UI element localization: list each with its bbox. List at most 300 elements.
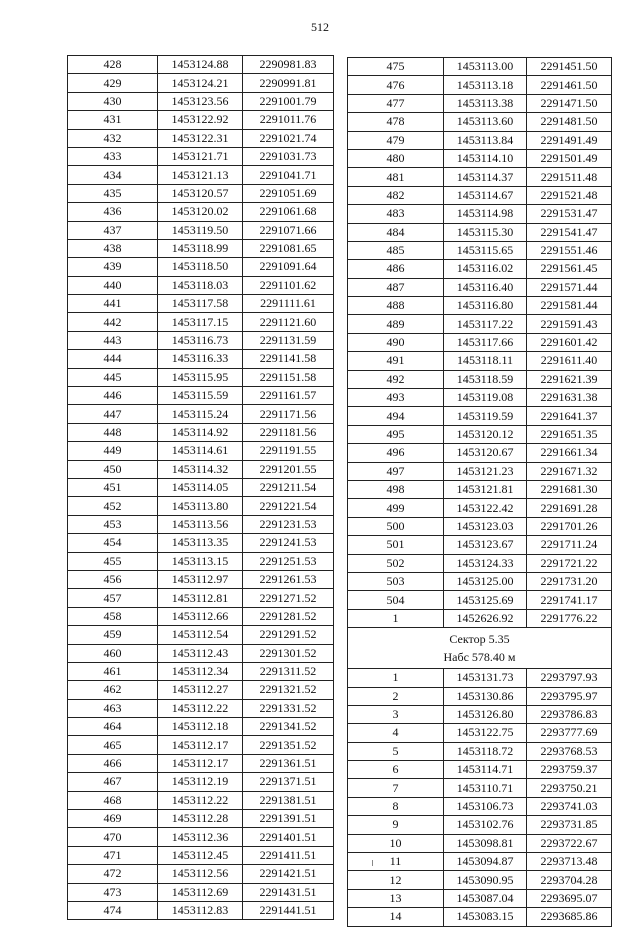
y-coordinate-cell: 2293750.21 bbox=[527, 779, 612, 797]
x-coordinate-cell: 1453118.03 bbox=[158, 276, 243, 294]
table-row bbox=[68, 460, 334, 478]
table-row bbox=[348, 499, 612, 517]
x-coordinate-cell: 1453115.59 bbox=[158, 387, 243, 405]
x-coordinate-cell: 1453115.95 bbox=[158, 368, 243, 386]
table-row bbox=[68, 184, 334, 202]
x-coordinate-cell: 1453112.43 bbox=[158, 644, 243, 662]
table-row bbox=[68, 92, 334, 110]
x-coordinate-cell: 1453114.71 bbox=[444, 761, 527, 779]
table-row bbox=[68, 515, 334, 533]
table-row bbox=[68, 883, 334, 901]
y-coordinate-cell: 2291261.53 bbox=[243, 570, 334, 588]
table-row bbox=[348, 444, 612, 462]
point-number-cell: 439 bbox=[68, 258, 158, 276]
y-coordinate-cell: 2291151.58 bbox=[243, 368, 334, 386]
point-number-cell: 489 bbox=[348, 315, 444, 333]
y-coordinate-cell: 2291161.57 bbox=[243, 387, 334, 405]
y-coordinate-cell: 2291681.30 bbox=[527, 480, 612, 498]
y-coordinate-cell: 2293797.93 bbox=[527, 669, 612, 687]
table-row bbox=[348, 58, 612, 76]
y-coordinate-cell: 2291141.58 bbox=[243, 350, 334, 368]
y-coordinate-cell: 2291031.73 bbox=[243, 147, 334, 165]
x-coordinate-cell: 1453112.66 bbox=[158, 607, 243, 625]
x-coordinate-cell: 1453113.35 bbox=[158, 534, 243, 552]
table-row bbox=[68, 147, 334, 165]
point-number-cell: 492 bbox=[348, 370, 444, 388]
table-row bbox=[68, 442, 334, 460]
x-coordinate-cell: 1453102.76 bbox=[444, 816, 527, 834]
x-coordinate-cell: 1453112.28 bbox=[158, 810, 243, 828]
coordinates-table-left-body bbox=[68, 56, 334, 920]
x-coordinate-cell: 1453113.18 bbox=[444, 76, 527, 94]
table-row bbox=[68, 350, 334, 368]
point-number-cell: 12 bbox=[348, 871, 444, 889]
x-coordinate-cell: 1453126.80 bbox=[444, 705, 527, 723]
table-row bbox=[348, 315, 612, 333]
table-row bbox=[348, 517, 612, 535]
table-row bbox=[68, 589, 334, 607]
table-row bbox=[68, 828, 334, 846]
table-row bbox=[348, 834, 612, 852]
table-row bbox=[348, 223, 612, 241]
table-row bbox=[348, 186, 612, 204]
y-coordinate-cell: 2291101.62 bbox=[243, 276, 334, 294]
table-row bbox=[68, 295, 334, 313]
y-coordinate-cell: 2291131.59 bbox=[243, 331, 334, 349]
y-coordinate-cell: 2291371.51 bbox=[243, 773, 334, 791]
y-coordinate-cell: 2291571.44 bbox=[527, 278, 612, 296]
table-row bbox=[348, 389, 612, 407]
x-coordinate-cell: 1453123.67 bbox=[444, 536, 527, 554]
coordinates-table-right bbox=[347, 57, 612, 927]
x-coordinate-cell: 1453124.88 bbox=[158, 56, 243, 74]
y-coordinate-cell: 2291441.51 bbox=[243, 901, 334, 919]
point-number-cell: 503 bbox=[348, 572, 444, 590]
table-row bbox=[68, 203, 334, 221]
x-coordinate-cell: 1453114.92 bbox=[158, 423, 243, 441]
y-coordinate-cell: 2291091.64 bbox=[243, 258, 334, 276]
x-coordinate-cell: 1453120.67 bbox=[444, 444, 527, 462]
y-coordinate-cell: 2291271.52 bbox=[243, 589, 334, 607]
table-row bbox=[68, 773, 334, 791]
x-coordinate-cell: 1453112.97 bbox=[158, 570, 243, 588]
point-number-cell: 14 bbox=[348, 908, 444, 926]
y-coordinate-cell: 2291311.52 bbox=[243, 662, 334, 680]
y-coordinate-cell: 2291251.53 bbox=[243, 552, 334, 570]
x-coordinate-cell: 1453117.58 bbox=[158, 295, 243, 313]
point-number-cell: 443 bbox=[68, 331, 158, 349]
point-number-cell: 463 bbox=[68, 699, 158, 717]
point-number-cell: 5 bbox=[348, 742, 444, 760]
y-coordinate-cell: 2291321.52 bbox=[243, 681, 334, 699]
point-number-cell: 484 bbox=[348, 223, 444, 241]
y-coordinate-cell: 2291491.49 bbox=[527, 131, 612, 149]
x-coordinate-cell: 1453114.10 bbox=[444, 149, 527, 167]
x-coordinate-cell: 1453112.45 bbox=[158, 846, 243, 864]
x-coordinate-cell: 1453125.69 bbox=[444, 591, 527, 609]
y-coordinate-cell: 2291201.55 bbox=[243, 460, 334, 478]
x-coordinate-cell: 1453117.66 bbox=[444, 333, 527, 351]
table-row bbox=[348, 333, 612, 351]
x-coordinate-cell: 1453106.73 bbox=[444, 797, 527, 815]
point-number-cell: 491 bbox=[348, 352, 444, 370]
table-row bbox=[348, 724, 612, 742]
point-number-cell: 459 bbox=[68, 626, 158, 644]
x-coordinate-cell: 1453119.59 bbox=[444, 407, 527, 425]
table-row bbox=[348, 779, 612, 797]
point-number-cell: 480 bbox=[348, 149, 444, 167]
y-coordinate-cell: 2291481.50 bbox=[527, 113, 612, 131]
x-coordinate-cell: 1452626.92 bbox=[444, 609, 527, 627]
y-coordinate-cell: 2291301.52 bbox=[243, 644, 334, 662]
point-number-cell: 499 bbox=[348, 499, 444, 517]
x-coordinate-cell: 1453123.56 bbox=[158, 92, 243, 110]
point-number-cell: 488 bbox=[348, 297, 444, 315]
point-number-cell: 498 bbox=[348, 480, 444, 498]
y-coordinate-cell: 2291641.37 bbox=[527, 407, 612, 425]
x-coordinate-cell: 1453120.57 bbox=[158, 184, 243, 202]
x-coordinate-cell: 1453131.73 bbox=[444, 669, 527, 687]
x-coordinate-cell: 1453123.03 bbox=[444, 517, 527, 535]
y-coordinate-cell: 2291381.51 bbox=[243, 791, 334, 809]
y-coordinate-cell: 2293695.07 bbox=[527, 889, 612, 907]
y-coordinate-cell: 2291611.40 bbox=[527, 352, 612, 370]
table-row bbox=[348, 705, 612, 723]
x-coordinate-cell: 1453116.40 bbox=[444, 278, 527, 296]
point-number-cell: 493 bbox=[348, 389, 444, 407]
y-coordinate-cell: 2291511.48 bbox=[527, 168, 612, 186]
y-coordinate-cell: 2291701.26 bbox=[527, 517, 612, 535]
y-coordinate-cell: 2291581.44 bbox=[527, 297, 612, 315]
coordinates-table-right-body-top bbox=[348, 58, 612, 628]
x-coordinate-cell: 1453118.99 bbox=[158, 239, 243, 257]
y-coordinate-cell: 2293741.03 bbox=[527, 797, 612, 815]
x-coordinate-cell: 1453115.30 bbox=[444, 223, 527, 241]
x-coordinate-cell: 1453112.22 bbox=[158, 791, 243, 809]
x-coordinate-cell: 1453114.61 bbox=[158, 442, 243, 460]
y-coordinate-cell: 2291121.60 bbox=[243, 313, 334, 331]
x-coordinate-cell: 1453110.71 bbox=[444, 779, 527, 797]
y-coordinate-cell: 2291291.52 bbox=[243, 626, 334, 644]
table-row bbox=[348, 462, 612, 480]
y-coordinate-cell: 2291691.28 bbox=[527, 499, 612, 517]
table-row bbox=[68, 56, 334, 74]
table-row bbox=[68, 754, 334, 772]
y-coordinate-cell: 2291331.52 bbox=[243, 699, 334, 717]
point-number-cell: 454 bbox=[68, 534, 158, 552]
x-coordinate-cell: 1453112.54 bbox=[158, 626, 243, 644]
x-coordinate-cell: 1453090.95 bbox=[444, 871, 527, 889]
y-coordinate-cell: 2291051.69 bbox=[243, 184, 334, 202]
x-coordinate-cell: 1453114.32 bbox=[158, 460, 243, 478]
table-row bbox=[348, 742, 612, 760]
table-row bbox=[68, 387, 334, 405]
table-row bbox=[348, 591, 612, 609]
point-number-cell: 442 bbox=[68, 313, 158, 331]
table-row bbox=[348, 425, 612, 443]
x-coordinate-cell: 1453122.92 bbox=[158, 111, 243, 129]
x-coordinate-cell: 1453116.33 bbox=[158, 350, 243, 368]
table-row bbox=[68, 478, 334, 496]
y-coordinate-cell: 2291111.61 bbox=[243, 295, 334, 313]
x-coordinate-cell: 1453112.22 bbox=[158, 699, 243, 717]
table-row bbox=[68, 423, 334, 441]
x-coordinate-cell: 1453120.02 bbox=[158, 203, 243, 221]
y-coordinate-cell: 2291361.51 bbox=[243, 754, 334, 772]
x-coordinate-cell: 1453121.23 bbox=[444, 462, 527, 480]
point-number-cell: 1 bbox=[348, 669, 444, 687]
x-coordinate-cell: 1453114.67 bbox=[444, 186, 527, 204]
table-row bbox=[68, 718, 334, 736]
point-number-cell: 495 bbox=[348, 425, 444, 443]
table-row bbox=[68, 74, 334, 92]
y-coordinate-cell: 2291776.22 bbox=[527, 609, 612, 627]
table-row bbox=[348, 260, 612, 278]
x-coordinate-cell: 1453124.21 bbox=[158, 74, 243, 92]
y-coordinate-cell: 2291071.66 bbox=[243, 221, 334, 239]
point-number-cell: 477 bbox=[348, 94, 444, 112]
point-number-cell: 9 bbox=[348, 816, 444, 834]
point-number-cell: 479 bbox=[348, 131, 444, 149]
y-coordinate-cell: 2291671.32 bbox=[527, 462, 612, 480]
table-row bbox=[348, 871, 612, 889]
point-number-cell: 467 bbox=[68, 773, 158, 791]
x-coordinate-cell: 1453121.81 bbox=[444, 480, 527, 498]
y-coordinate-cell: 2293795.97 bbox=[527, 687, 612, 705]
table-row bbox=[68, 681, 334, 699]
y-coordinate-cell: 2291461.50 bbox=[527, 76, 612, 94]
table-row bbox=[68, 221, 334, 239]
y-coordinate-cell: 2291431.51 bbox=[243, 883, 334, 901]
y-coordinate-cell: 2293685.86 bbox=[527, 908, 612, 926]
table-row bbox=[68, 166, 334, 184]
point-number-cell: 501 bbox=[348, 536, 444, 554]
y-coordinate-cell: 2291181.56 bbox=[243, 423, 334, 441]
point-number-cell: 483 bbox=[348, 205, 444, 223]
x-coordinate-cell: 1453121.13 bbox=[158, 166, 243, 184]
y-coordinate-cell: 2290981.83 bbox=[243, 56, 334, 74]
table-row bbox=[348, 113, 612, 131]
x-coordinate-cell: 1453113.60 bbox=[444, 113, 527, 131]
point-number-cell: 471 bbox=[68, 846, 158, 864]
x-coordinate-cell: 1453113.56 bbox=[158, 515, 243, 533]
table-row bbox=[68, 111, 334, 129]
point-number-cell: 441 bbox=[68, 295, 158, 313]
table-row bbox=[348, 370, 612, 388]
y-coordinate-cell: 2291221.54 bbox=[243, 497, 334, 515]
x-coordinate-cell: 1453112.56 bbox=[158, 865, 243, 883]
x-coordinate-cell: 1453112.69 bbox=[158, 883, 243, 901]
y-coordinate-cell: 2293722.67 bbox=[527, 834, 612, 852]
table-row bbox=[68, 736, 334, 754]
x-coordinate-cell: 1453113.00 bbox=[444, 58, 527, 76]
y-coordinate-cell: 2291021.74 bbox=[243, 129, 334, 147]
table-row bbox=[348, 407, 612, 425]
y-coordinate-cell: 2291741.17 bbox=[527, 591, 612, 609]
x-coordinate-cell: 1453114.98 bbox=[444, 205, 527, 223]
point-number-cell: 457 bbox=[68, 589, 158, 607]
y-coordinate-cell: 2291561.45 bbox=[527, 260, 612, 278]
point-number-cell: 446 bbox=[68, 387, 158, 405]
table-row bbox=[68, 662, 334, 680]
table-row bbox=[68, 607, 334, 625]
y-coordinate-cell: 2291171.56 bbox=[243, 405, 334, 423]
point-number-cell: 10 bbox=[348, 834, 444, 852]
point-number-cell: 8 bbox=[348, 797, 444, 815]
y-coordinate-cell: 2293768.53 bbox=[527, 742, 612, 760]
point-number-cell: 440 bbox=[68, 276, 158, 294]
point-number-cell: 436 bbox=[68, 203, 158, 221]
table-row bbox=[68, 570, 334, 588]
table-row bbox=[348, 797, 612, 815]
x-coordinate-cell: 1453122.42 bbox=[444, 499, 527, 517]
sector-subtitle: Набс 578.40 м bbox=[443, 650, 516, 665]
y-coordinate-cell: 2291001.79 bbox=[243, 92, 334, 110]
point-number-cell: 451 bbox=[68, 478, 158, 496]
x-coordinate-cell: 1453087.04 bbox=[444, 889, 527, 907]
x-coordinate-cell: 1453112.18 bbox=[158, 718, 243, 736]
y-coordinate-cell: 2291351.52 bbox=[243, 736, 334, 754]
x-coordinate-cell: 1453114.37 bbox=[444, 168, 527, 186]
x-coordinate-cell: 1453094.87 bbox=[444, 853, 527, 871]
table-row bbox=[348, 536, 612, 554]
point-number-cell: 474 bbox=[68, 901, 158, 919]
y-coordinate-cell: 2290991.81 bbox=[243, 74, 334, 92]
table-row bbox=[348, 761, 612, 779]
y-coordinate-cell: 2293786.83 bbox=[527, 705, 612, 723]
sector-header-cell bbox=[348, 628, 612, 669]
x-coordinate-cell: 1453112.17 bbox=[158, 754, 243, 772]
x-coordinate-cell: 1453117.15 bbox=[158, 313, 243, 331]
point-number-cell: 486 bbox=[348, 260, 444, 278]
table-row bbox=[348, 94, 612, 112]
table-row bbox=[348, 168, 612, 186]
y-coordinate-cell: 2291471.50 bbox=[527, 94, 612, 112]
table-row bbox=[68, 276, 334, 294]
point-number-cell: 3 bbox=[348, 705, 444, 723]
x-coordinate-cell: 1453113.38 bbox=[444, 94, 527, 112]
x-coordinate-cell: 1453117.22 bbox=[444, 315, 527, 333]
point-number-cell: 1 bbox=[348, 609, 444, 627]
point-number-cell: 481 bbox=[348, 168, 444, 186]
x-coordinate-cell: 1453118.50 bbox=[158, 258, 243, 276]
y-coordinate-cell: 2293704.28 bbox=[527, 871, 612, 889]
y-coordinate-cell: 2291451.50 bbox=[527, 58, 612, 76]
y-coordinate-cell: 2291541.47 bbox=[527, 223, 612, 241]
table-row bbox=[68, 239, 334, 257]
x-coordinate-cell: 1453115.65 bbox=[444, 241, 527, 259]
point-number-cell: 452 bbox=[68, 497, 158, 515]
point-number-cell: 455 bbox=[68, 552, 158, 570]
y-coordinate-cell: 2291401.51 bbox=[243, 828, 334, 846]
table-row bbox=[348, 241, 612, 259]
y-coordinate-cell: 2293731.85 bbox=[527, 816, 612, 834]
point-number-cell: 429 bbox=[68, 74, 158, 92]
point-number-cell: 496 bbox=[348, 444, 444, 462]
point-number-cell: 472 bbox=[68, 865, 158, 883]
x-coordinate-cell: 1453113.84 bbox=[444, 131, 527, 149]
point-number-cell: 444 bbox=[68, 350, 158, 368]
table-row bbox=[348, 908, 612, 926]
table-row bbox=[348, 609, 612, 627]
point-number-cell: 485 bbox=[348, 241, 444, 259]
table-row bbox=[348, 480, 612, 498]
x-coordinate-cell: 1453118.11 bbox=[444, 352, 527, 370]
point-number-cell: 445 bbox=[68, 368, 158, 386]
x-coordinate-cell: 1453113.80 bbox=[158, 497, 243, 515]
table-row bbox=[348, 205, 612, 223]
point-number-cell: 7 bbox=[348, 779, 444, 797]
y-coordinate-cell: 2291011.76 bbox=[243, 111, 334, 129]
x-coordinate-cell: 1453112.27 bbox=[158, 681, 243, 699]
y-coordinate-cell: 2293759.37 bbox=[527, 761, 612, 779]
sector-header-group bbox=[348, 628, 612, 669]
x-coordinate-cell: 1453112.81 bbox=[158, 589, 243, 607]
table-row bbox=[348, 278, 612, 296]
y-coordinate-cell: 2291061.68 bbox=[243, 203, 334, 221]
table-row bbox=[348, 816, 612, 834]
y-coordinate-cell: 2291711.24 bbox=[527, 536, 612, 554]
coordinates-table-left bbox=[67, 55, 334, 920]
point-number-cell: 458 bbox=[68, 607, 158, 625]
point-number-cell: 504 bbox=[348, 591, 444, 609]
table-row bbox=[348, 297, 612, 315]
table-row bbox=[68, 313, 334, 331]
point-number-cell: 487 bbox=[348, 278, 444, 296]
x-coordinate-cell: 1453115.24 bbox=[158, 405, 243, 423]
point-number-cell: 465 bbox=[68, 736, 158, 754]
point-number-cell: 6 bbox=[348, 761, 444, 779]
point-number-cell: 430 bbox=[68, 92, 158, 110]
table-row bbox=[68, 810, 334, 828]
point-number-cell: 476 bbox=[348, 76, 444, 94]
point-number-cell: 494 bbox=[348, 407, 444, 425]
point-number-cell: 453 bbox=[68, 515, 158, 533]
y-coordinate-cell: 2291731.20 bbox=[527, 572, 612, 590]
point-number-cell: 431 bbox=[68, 111, 158, 129]
x-coordinate-cell: 1453120.12 bbox=[444, 425, 527, 443]
y-coordinate-cell: 2291231.53 bbox=[243, 515, 334, 533]
y-coordinate-cell: 2291191.55 bbox=[243, 442, 334, 460]
table-row bbox=[68, 901, 334, 919]
table-row bbox=[348, 352, 612, 370]
point-number-cell: 11 bbox=[348, 853, 444, 871]
x-coordinate-cell: 1453119.50 bbox=[158, 221, 243, 239]
table-row bbox=[348, 572, 612, 590]
point-number-cell: 433 bbox=[68, 147, 158, 165]
point-number-cell: 432 bbox=[68, 129, 158, 147]
x-coordinate-cell: 1453112.19 bbox=[158, 773, 243, 791]
y-coordinate-cell: 2291211.54 bbox=[243, 478, 334, 496]
point-number-cell: 462 bbox=[68, 681, 158, 699]
y-coordinate-cell: 2291241.53 bbox=[243, 534, 334, 552]
table-row bbox=[68, 699, 334, 717]
table-row bbox=[68, 534, 334, 552]
x-coordinate-cell: 1453112.83 bbox=[158, 901, 243, 919]
page-number: 512 bbox=[311, 20, 329, 34]
table-row bbox=[348, 131, 612, 149]
y-coordinate-cell: 2291391.51 bbox=[243, 810, 334, 828]
table-row bbox=[348, 687, 612, 705]
point-number-cell: 502 bbox=[348, 554, 444, 572]
x-coordinate-cell: 1453118.59 bbox=[444, 370, 527, 388]
point-number-cell: 428 bbox=[68, 56, 158, 74]
x-coordinate-cell: 1453112.36 bbox=[158, 828, 243, 846]
table-row bbox=[68, 497, 334, 515]
table-row bbox=[68, 791, 334, 809]
point-number-cell: 448 bbox=[68, 423, 158, 441]
point-number-cell: 464 bbox=[68, 718, 158, 736]
